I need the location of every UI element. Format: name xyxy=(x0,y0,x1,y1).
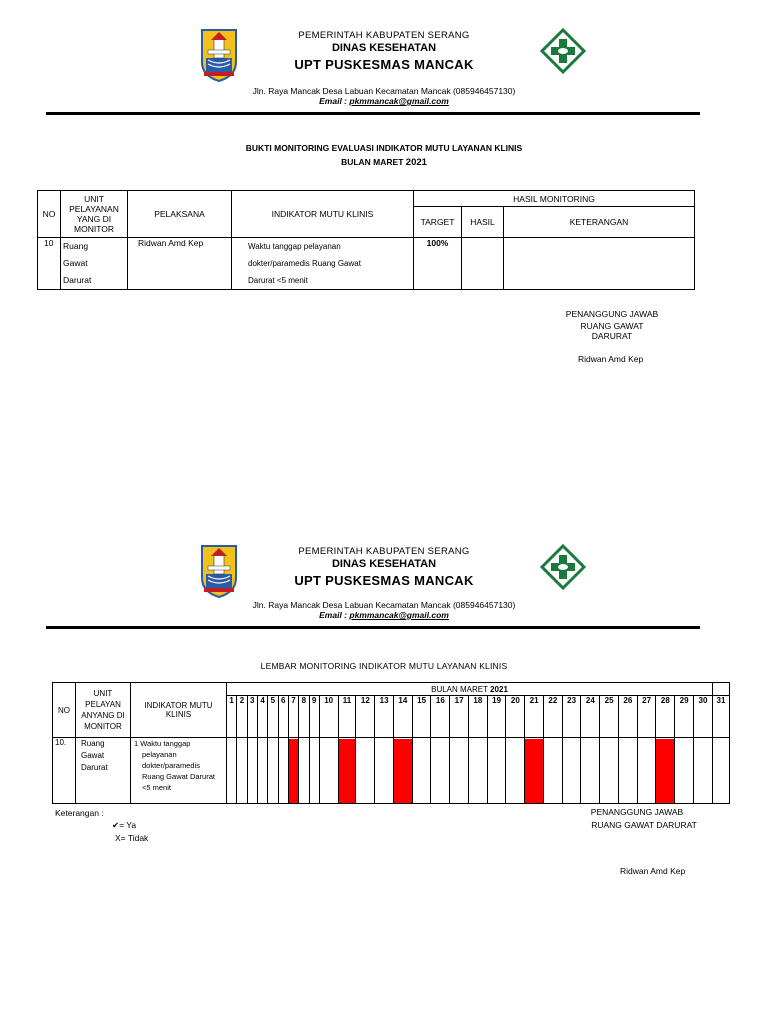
day-cell-4[interactable] xyxy=(257,738,267,804)
day-header-27: 27 xyxy=(637,696,656,738)
day-cell-19[interactable] xyxy=(487,738,506,804)
indikator-line: pelayanan xyxy=(142,750,177,759)
indikator-line: dokter/paramedis xyxy=(142,761,200,770)
row-target: 100% xyxy=(414,238,462,290)
day-header-9: 9 xyxy=(309,696,319,738)
day-cell-10[interactable] xyxy=(319,738,338,804)
puskesmas-logo-icon xyxy=(540,544,586,590)
day-cell-31[interactable] xyxy=(713,738,730,804)
day-header-1: 1 xyxy=(227,696,237,738)
unit-line: Darurat xyxy=(81,763,108,772)
day-cell-18[interactable] xyxy=(468,738,487,804)
day-cell-12[interactable] xyxy=(356,738,375,804)
indikator-line: <5 menit xyxy=(142,783,171,792)
sig1-title2: RUANG GAWAT DARURAT xyxy=(580,321,644,341)
day-header-23: 23 xyxy=(562,696,581,738)
dept-name: DINAS KESEHATAN xyxy=(331,42,437,54)
email-line: Email : pkmmancak@gmail.com xyxy=(319,610,449,620)
sig2-title1: PENANGGUNG JAWAB xyxy=(590,807,684,817)
day-cell-3[interactable] xyxy=(247,738,257,804)
day-header-5: 5 xyxy=(268,696,278,738)
indikator-line: dokter/paramedis Ruang Gawat xyxy=(248,259,361,268)
day-cell-5[interactable] xyxy=(268,738,278,804)
col-bulan: BULAN MARET 2021 xyxy=(227,683,713,696)
day-cell-21[interactable] xyxy=(525,738,544,804)
marked-day-fill xyxy=(656,739,674,803)
row-hasil[interactable] xyxy=(462,238,504,290)
col-no: NO xyxy=(38,191,61,238)
day-cell-27[interactable] xyxy=(637,738,656,804)
day-header-22: 22 xyxy=(543,696,562,738)
day-cell-15[interactable] xyxy=(412,738,431,804)
daily-monitoring-table xyxy=(52,682,730,804)
row-pelaksana: Ridwan Amd Kep xyxy=(128,238,232,290)
day-header-24: 24 xyxy=(581,696,600,738)
day-cell-20[interactable] xyxy=(506,738,525,804)
sig1-title1: PENANGGUNG JAWAB xyxy=(565,309,659,319)
day-header-19: 19 xyxy=(487,696,506,738)
unit-line: Gawat xyxy=(63,258,88,268)
col-indikator: INDIKATOR MUTU KLINIS xyxy=(232,191,414,238)
puskesmas-logo-icon xyxy=(540,28,586,74)
address: Jln. Raya Mancak Desa Labuan Kecamatan Mancak (085946457130) xyxy=(252,86,516,96)
day-cell-30[interactable] xyxy=(693,738,712,804)
day-header-18: 18 xyxy=(468,696,487,738)
month-label: BULAN MARET xyxy=(341,157,406,167)
day-cell-17[interactable] xyxy=(450,738,469,804)
blank-cell xyxy=(713,683,730,696)
day-cell-25[interactable] xyxy=(600,738,619,804)
marked-day-fill xyxy=(525,739,543,803)
day-cell-11[interactable] xyxy=(338,738,356,804)
day-header-20: 20 xyxy=(506,696,525,738)
indikator-line: Ruang Gawat Darurat xyxy=(142,772,215,781)
clinic-name: UPT PUSKESMAS MANCAK xyxy=(294,573,474,588)
day-cell-29[interactable] xyxy=(675,738,694,804)
day-cell-28[interactable] xyxy=(656,738,675,804)
col-target: TARGET xyxy=(414,207,462,238)
day-header-2: 2 xyxy=(237,696,247,738)
day-cell-13[interactable] xyxy=(375,738,394,804)
day-cell-8[interactable] xyxy=(299,738,309,804)
sig2-title2: RUANG GAWAT DARURAT xyxy=(591,820,697,830)
day-cell-16[interactable] xyxy=(431,738,450,804)
gov-name: PEMERINTAH KABUPATEN SERANG xyxy=(298,546,470,557)
col-indikator: INDIKATOR MUTU KLINIS xyxy=(131,683,227,738)
day-cell-22[interactable] xyxy=(543,738,562,804)
day-header-21: 21 xyxy=(525,696,544,738)
day-header-29: 29 xyxy=(675,696,694,738)
day-header-12: 12 xyxy=(356,696,375,738)
day-cell-9[interactable] xyxy=(309,738,319,804)
table-row xyxy=(38,238,695,290)
marked-day-fill xyxy=(394,739,412,803)
day-cell-24[interactable] xyxy=(581,738,600,804)
table-row xyxy=(53,738,730,804)
row-no: 10. xyxy=(53,738,76,804)
day-cell-7[interactable] xyxy=(288,738,298,804)
row-indikator xyxy=(131,738,227,804)
dept-name: DINAS KESEHATAN xyxy=(331,558,437,570)
day-cell-2[interactable] xyxy=(237,738,247,804)
sig1-name: Ridwan Amd Kep xyxy=(578,354,644,364)
day-cell-23[interactable] xyxy=(562,738,581,804)
section1-title: BUKTI MONITORING EVALUASI INDIKATOR MUTU LAYANAN KLINIS xyxy=(245,143,523,153)
day-header-31: 31 xyxy=(713,696,730,738)
address: Jln. Raya Mancak Desa Labuan Kecamatan Mancak (085946457130) xyxy=(252,600,516,610)
day-header-15: 15 xyxy=(412,696,431,738)
day-header-30: 30 xyxy=(693,696,712,738)
day-cell-14[interactable] xyxy=(393,738,412,804)
day-header-6: 6 xyxy=(278,696,288,738)
row-indikator xyxy=(232,238,414,290)
day-header-4: 4 xyxy=(257,696,267,738)
indikator-line: Waktu tanggap pelayanan xyxy=(248,242,341,251)
day-header-11: 11 xyxy=(338,696,356,738)
day-header-25: 25 xyxy=(600,696,619,738)
day-header-13: 13 xyxy=(375,696,394,738)
gov-name: PEMERINTAH KABUPATEN SERANG xyxy=(298,30,470,41)
indikator-line: Darurat <5 menit xyxy=(248,276,308,285)
col-pelaksana: PELAKSANA xyxy=(128,191,232,238)
unit-line: Ruang xyxy=(81,739,105,748)
day-header-7: 7 xyxy=(288,696,298,738)
day-header-8: 8 xyxy=(299,696,309,738)
day-header-10: 10 xyxy=(319,696,338,738)
unit-line: Ruang xyxy=(63,241,89,251)
legend-tidak: X= Tidak xyxy=(115,833,149,843)
col-hasil: HASIL xyxy=(462,207,504,238)
sig2-name: Ridwan Amd Kep xyxy=(620,866,686,876)
section2-title: LEMBAR MONITORING INDIKATOR MUTU LAYANAN KLINIS xyxy=(260,661,508,671)
col-keterangan: KETERANGAN xyxy=(504,207,695,238)
email-link[interactable]: pkmmancak@gmail.com xyxy=(349,96,449,106)
day-header-3: 3 xyxy=(247,696,257,738)
marked-day-fill xyxy=(339,739,356,803)
day-header-16: 16 xyxy=(431,696,450,738)
indikator-line: 1 Waktu tanggap xyxy=(134,739,191,748)
col-no: NO xyxy=(53,683,76,738)
marked-day-fill xyxy=(289,739,298,803)
row-keterangan[interactable] xyxy=(504,238,695,290)
clinic-name: UPT PUSKESMAS MANCAK xyxy=(294,57,474,72)
day-header-26: 26 xyxy=(618,696,637,738)
col-unit: UNIT PELAYAN ANYANG DI MONITOR xyxy=(76,683,131,738)
monitoring-evidence-table xyxy=(37,190,695,290)
header-divider xyxy=(46,112,700,115)
unit-line: Gawat xyxy=(81,751,105,760)
day-cell-6[interactable] xyxy=(278,738,288,804)
legend-ya: ✔= Ya xyxy=(112,820,137,830)
email-link[interactable]: pkmmancak@gmail.com xyxy=(349,610,449,620)
header-divider xyxy=(46,626,700,629)
unit-line: Darurat xyxy=(63,275,92,285)
row-unit xyxy=(61,238,128,290)
col-unit: UNIT PELAYANAN YANG DI MONITOR xyxy=(61,191,128,238)
row-unit xyxy=(76,738,131,804)
day-header-17: 17 xyxy=(450,696,469,738)
email-line: Email : pkmmancak@gmail.com xyxy=(319,96,449,106)
day-cell-1[interactable] xyxy=(227,738,237,804)
day-header-28: 28 xyxy=(656,696,675,738)
col-hasil-monitoring: HASIL MONITORING xyxy=(414,191,695,207)
year-label: 2021 xyxy=(405,157,427,168)
legend-label: Keterangan : xyxy=(55,808,104,818)
day-header-14: 14 xyxy=(393,696,412,738)
day-cell-26[interactable] xyxy=(618,738,637,804)
section1-subtitle xyxy=(0,157,768,168)
row-no: 10 xyxy=(38,238,61,290)
